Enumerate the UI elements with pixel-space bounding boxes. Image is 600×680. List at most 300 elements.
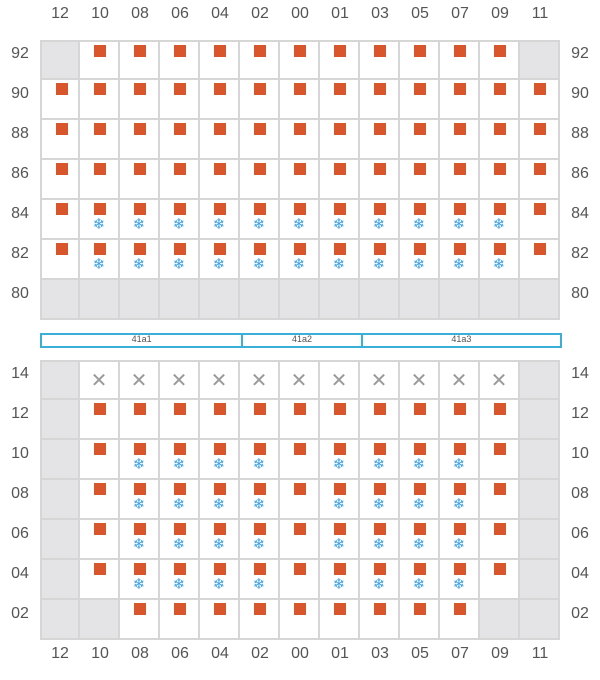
bay-slot[interactable]: [200, 520, 240, 560]
bay-slot[interactable]: [160, 120, 200, 160]
orange-square-icon: [174, 45, 186, 57]
snowflake-icon: ❄: [252, 495, 266, 513]
bay-slot[interactable]: [80, 80, 120, 120]
orange-square-icon: [214, 483, 226, 495]
row-label-right: 86: [571, 165, 589, 182]
bay-slot[interactable]: [360, 80, 400, 120]
orange-square-icon: [174, 483, 186, 495]
bottom-column-label: 08: [131, 645, 149, 662]
bay-slot[interactable]: [200, 560, 240, 600]
bay-slot[interactable]: [120, 80, 160, 120]
orange-square-icon: [454, 163, 466, 175]
unavailable-slot: [480, 600, 520, 640]
orange-square-icon: [494, 523, 506, 535]
bay-slot[interactable]: [40, 200, 80, 240]
snowflake-icon: ❄: [372, 575, 386, 593]
snowflake-icon: ❄: [252, 455, 266, 473]
bay-slot[interactable]: [320, 200, 360, 240]
orange-square-icon: [494, 483, 506, 495]
row-label-left: 86: [11, 165, 29, 182]
orange-square-icon: [334, 83, 346, 95]
unavailable-slot: [120, 280, 160, 320]
bay-slot[interactable]: [320, 120, 360, 160]
bay-slot[interactable]: [240, 560, 280, 600]
bay-slot[interactable]: [520, 80, 560, 120]
bay-slot[interactable]: [440, 160, 480, 200]
orange-square-icon: [454, 403, 466, 415]
orange-square-icon: [174, 123, 186, 135]
bay-slot[interactable]: [400, 480, 440, 520]
x-mark-icon: ✕: [450, 368, 468, 392]
bay-slot[interactable]: [80, 440, 120, 480]
unavailable-slot: [400, 280, 440, 320]
bay-slot[interactable]: [240, 360, 280, 400]
bay-slot[interactable]: [280, 40, 320, 80]
bay-slot[interactable]: [400, 40, 440, 80]
bay-slot[interactable]: [240, 600, 280, 640]
bay-slot[interactable]: [120, 40, 160, 80]
orange-square-icon: [214, 403, 226, 415]
bay-slot[interactable]: [240, 440, 280, 480]
bay-slot[interactable]: [400, 400, 440, 440]
bay-slot[interactable]: [80, 400, 120, 440]
x-mark-icon: ✕: [490, 368, 508, 392]
bay-slot[interactable]: [320, 240, 360, 280]
bay-slot[interactable]: [480, 200, 520, 240]
row-label-right: 04: [571, 565, 589, 582]
snowflake-icon: ❄: [452, 575, 466, 593]
orange-square-icon: [294, 603, 306, 615]
bottom-column-label: 00: [291, 645, 309, 662]
bay-slot[interactable]: [120, 480, 160, 520]
snowflake-icon: ❄: [452, 255, 466, 273]
bay-slot[interactable]: [360, 40, 400, 80]
bay-slot[interactable]: [280, 80, 320, 120]
orange-square-icon: [534, 83, 546, 95]
bay-slot[interactable]: [520, 120, 560, 160]
snowflake-icon: ❄: [452, 495, 466, 513]
bay-slot[interactable]: [120, 360, 160, 400]
bay-slot[interactable]: [200, 120, 240, 160]
bay-slot[interactable]: [440, 80, 480, 120]
snowflake-icon: ❄: [212, 575, 226, 593]
bay-slot[interactable]: [240, 480, 280, 520]
row-label-right: 12: [571, 405, 589, 422]
orange-square-icon: [214, 163, 226, 175]
orange-square-icon: [414, 563, 426, 575]
orange-square-icon: [174, 523, 186, 535]
bay-slot[interactable]: [280, 240, 320, 280]
bay-slot[interactable]: [80, 520, 120, 560]
orange-square-icon: [214, 563, 226, 575]
bay-slot[interactable]: [400, 240, 440, 280]
snowflake-icon: ❄: [332, 495, 346, 513]
bay-slot[interactable]: [280, 520, 320, 560]
bay-slot[interactable]: [360, 520, 400, 560]
bay-slot[interactable]: [440, 600, 480, 640]
unavailable-slot: [320, 280, 360, 320]
row-label-left: 80: [11, 285, 29, 302]
orange-square-icon: [374, 523, 386, 535]
bay-slot[interactable]: [440, 240, 480, 280]
x-mark-icon: ✕: [330, 368, 348, 392]
bay-slot[interactable]: [120, 520, 160, 560]
bay-slot[interactable]: [280, 440, 320, 480]
bay-slot[interactable]: [120, 200, 160, 240]
bay-slot[interactable]: [240, 520, 280, 560]
bottom-column-label: 09: [491, 645, 509, 662]
bay-slot[interactable]: [360, 560, 400, 600]
bay-slot[interactable]: [360, 160, 400, 200]
bay-slot[interactable]: [120, 160, 160, 200]
bay-slot[interactable]: [400, 160, 440, 200]
bay-slot[interactable]: [240, 400, 280, 440]
orange-square-icon: [214, 203, 226, 215]
bay-slot[interactable]: [200, 480, 240, 520]
bay-slot[interactable]: [200, 240, 240, 280]
orange-square-icon: [494, 45, 506, 57]
bay-slot[interactable]: [480, 560, 520, 600]
row-label-right: 08: [571, 485, 589, 502]
bay-slot[interactable]: [440, 120, 480, 160]
bay-slot[interactable]: [160, 40, 200, 80]
orange-square-icon: [134, 45, 146, 57]
bottom-column-label: 04: [211, 645, 229, 662]
bay-slot[interactable]: [280, 200, 320, 240]
bay-slot[interactable]: [280, 360, 320, 400]
zone-label[interactable]: 41a1: [131, 334, 152, 344]
top-column-label: 03: [371, 5, 389, 22]
orange-square-icon: [494, 123, 506, 135]
row-label-left: 90: [11, 85, 29, 102]
bay-slot[interactable]: [160, 600, 200, 640]
unavailable-slot: [520, 560, 560, 600]
bay-slot[interactable]: [120, 600, 160, 640]
orange-square-icon: [254, 603, 266, 615]
bay-slot[interactable]: [520, 160, 560, 200]
bay-slot[interactable]: [240, 120, 280, 160]
bay-slot[interactable]: [360, 360, 400, 400]
bay-slot[interactable]: [480, 240, 520, 280]
bay-slot[interactable]: [440, 440, 480, 480]
bottom-column-label: 12: [51, 645, 69, 662]
orange-square-icon: [174, 83, 186, 95]
bay-slot[interactable]: [480, 520, 520, 560]
orange-square-icon: [494, 563, 506, 575]
row-label-right: 92: [571, 45, 589, 62]
unavailable-slot: [40, 440, 80, 480]
bay-slot[interactable]: [480, 40, 520, 80]
unavailable-slot: [480, 280, 520, 320]
bay-slot[interactable]: [80, 240, 120, 280]
orange-square-icon: [414, 123, 426, 135]
snowflake-icon: ❄: [212, 495, 226, 513]
bay-slot[interactable]: [240, 80, 280, 120]
orange-square-icon: [374, 83, 386, 95]
top-column-label: 01: [331, 5, 349, 22]
bay-slot[interactable]: [520, 200, 560, 240]
orange-square-icon: [374, 243, 386, 255]
bay-slot[interactable]: [360, 200, 400, 240]
orange-square-icon: [294, 403, 306, 415]
orange-square-icon: [94, 443, 106, 455]
unavailable-slot: [40, 360, 80, 400]
bay-slot[interactable]: [120, 400, 160, 440]
snowflake-icon: ❄: [172, 495, 186, 513]
bay-slot[interactable]: [440, 200, 480, 240]
orange-square-icon: [134, 163, 146, 175]
orange-square-icon: [494, 203, 506, 215]
bay-slot[interactable]: [360, 400, 400, 440]
bay-slot[interactable]: [320, 600, 360, 640]
bay-slot[interactable]: [320, 40, 360, 80]
unavailable-slot: [280, 280, 320, 320]
bay-slot[interactable]: [280, 600, 320, 640]
bay-slot[interactable]: [400, 560, 440, 600]
row-label-left: 10: [11, 445, 29, 462]
bay-slot[interactable]: [360, 600, 400, 640]
unavailable-slot: [440, 280, 480, 320]
orange-square-icon: [374, 403, 386, 415]
unavailable-slot: [40, 520, 80, 560]
orange-square-icon: [374, 483, 386, 495]
bay-slot[interactable]: [200, 200, 240, 240]
row-label-right: 88: [571, 125, 589, 142]
bay-slot[interactable]: [160, 240, 200, 280]
bay-slot[interactable]: [360, 120, 400, 160]
orange-square-icon: [374, 163, 386, 175]
bay-slot[interactable]: [80, 560, 120, 600]
bay-slot[interactable]: [120, 440, 160, 480]
top-column-label: 04: [211, 5, 229, 22]
orange-square-icon: [134, 243, 146, 255]
orange-square-icon: [414, 603, 426, 615]
snowflake-icon: ❄: [452, 215, 466, 233]
bay-slot[interactable]: [160, 160, 200, 200]
bay-slot[interactable]: [280, 560, 320, 600]
unavailable-slot: [80, 280, 120, 320]
orange-square-icon: [254, 123, 266, 135]
row-label-right: 02: [571, 605, 589, 622]
orange-square-icon: [134, 83, 146, 95]
snowflake-icon: ❄: [252, 255, 266, 273]
bay-slot[interactable]: [200, 40, 240, 80]
orange-square-icon: [374, 603, 386, 615]
bay-slot[interactable]: [480, 480, 520, 520]
unavailable-slot: [40, 560, 80, 600]
bay-slot[interactable]: [200, 360, 240, 400]
bay-slot[interactable]: [160, 200, 200, 240]
orange-square-icon: [494, 163, 506, 175]
bay-slot[interactable]: [80, 160, 120, 200]
snowflake-icon: ❄: [412, 255, 426, 273]
bay-slot[interactable]: [480, 400, 520, 440]
orange-square-icon: [294, 443, 306, 455]
orange-square-icon: [334, 243, 346, 255]
bottom-column-label: 11: [531, 645, 549, 662]
row-label-left: 04: [11, 565, 29, 582]
snowflake-icon: ❄: [292, 215, 306, 233]
bay-slot[interactable]: [200, 400, 240, 440]
bay-slot[interactable]: [440, 560, 480, 600]
bay-slot[interactable]: [40, 120, 80, 160]
unavailable-slot: [520, 600, 560, 640]
bay-slot[interactable]: [40, 240, 80, 280]
bay-slot[interactable]: [240, 160, 280, 200]
orange-square-icon: [374, 443, 386, 455]
bay-slot[interactable]: [480, 360, 520, 400]
snowflake-icon: ❄: [132, 535, 146, 553]
bay-slot[interactable]: [320, 400, 360, 440]
bay-slot[interactable]: [480, 80, 520, 120]
snowflake-icon: ❄: [212, 535, 226, 553]
bay-slot[interactable]: [80, 40, 120, 80]
bay-slot[interactable]: [400, 120, 440, 160]
bay-slot[interactable]: [320, 560, 360, 600]
top-column-label: 06: [171, 5, 189, 22]
unavailable-slot: [520, 280, 560, 320]
bay-slot[interactable]: [280, 160, 320, 200]
snowflake-icon: ❄: [132, 255, 146, 273]
orange-square-icon: [94, 523, 106, 535]
top-column-label: 05: [411, 5, 429, 22]
bay-slot[interactable]: [280, 480, 320, 520]
bay-slot[interactable]: [440, 520, 480, 560]
orange-square-icon: [174, 203, 186, 215]
bay-slot[interactable]: [80, 200, 120, 240]
orange-square-icon: [414, 243, 426, 255]
bay-slot[interactable]: [320, 360, 360, 400]
bay-slot[interactable]: [80, 360, 120, 400]
orange-square-icon: [174, 563, 186, 575]
bay-slot[interactable]: [440, 360, 480, 400]
orange-square-icon: [174, 443, 186, 455]
bay-slot[interactable]: [80, 480, 120, 520]
x-mark-icon: ✕: [410, 368, 428, 392]
row-label-left: 08: [11, 485, 29, 502]
bay-slot[interactable]: [160, 400, 200, 440]
bay-slot[interactable]: [120, 120, 160, 160]
orange-square-icon: [454, 83, 466, 95]
orange-square-icon: [414, 483, 426, 495]
bay-slot[interactable]: [120, 240, 160, 280]
snowflake-icon: ❄: [212, 215, 226, 233]
orange-square-icon: [334, 563, 346, 575]
bay-slot[interactable]: [400, 360, 440, 400]
zone-label[interactable]: 41a2: [241, 335, 361, 346]
orange-square-icon: [56, 83, 68, 95]
bay-slot[interactable]: [440, 400, 480, 440]
bay-slot[interactable]: [360, 480, 400, 520]
unavailable-slot: [520, 40, 560, 80]
orange-square-icon: [254, 443, 266, 455]
bay-slot[interactable]: [480, 160, 520, 200]
row-label-left: 12: [11, 405, 29, 422]
bay-slot[interactable]: [400, 440, 440, 480]
bay-slot[interactable]: [160, 360, 200, 400]
row-label-left: 92: [11, 45, 29, 62]
bay-slot[interactable]: [160, 440, 200, 480]
bay-slot[interactable]: [280, 400, 320, 440]
bay-slot[interactable]: [400, 80, 440, 120]
bay-slot[interactable]: [120, 560, 160, 600]
bay-slot[interactable]: [360, 240, 400, 280]
orange-square-icon: [94, 563, 106, 575]
orange-square-icon: [494, 443, 506, 455]
bay-slot[interactable]: [80, 120, 120, 160]
bay-slot[interactable]: [360, 440, 400, 480]
bay-slot[interactable]: [160, 80, 200, 120]
bay-slot[interactable]: [160, 480, 200, 520]
orange-square-icon: [414, 443, 426, 455]
bay-slot[interactable]: [160, 520, 200, 560]
unavailable-slot: [520, 400, 560, 440]
unavailable-slot: [80, 600, 120, 640]
bay-slot[interactable]: [480, 440, 520, 480]
orange-square-icon: [454, 243, 466, 255]
bay-slot[interactable]: [320, 440, 360, 480]
orange-square-icon: [254, 83, 266, 95]
snowflake-icon: ❄: [452, 455, 466, 473]
orange-square-icon: [254, 203, 266, 215]
bay-slot[interactable]: [440, 40, 480, 80]
orange-square-icon: [214, 443, 226, 455]
unavailable-slot: [360, 280, 400, 320]
bay-slot[interactable]: [200, 440, 240, 480]
bottom-column-label: 01: [331, 645, 349, 662]
bay-slot[interactable]: [280, 120, 320, 160]
bay-slot[interactable]: [160, 560, 200, 600]
bay-slot[interactable]: [240, 200, 280, 240]
zone-label[interactable]: 41a3: [361, 335, 560, 346]
bay-slot[interactable]: [400, 520, 440, 560]
bay-slot[interactable]: [320, 80, 360, 120]
bottom-column-label: 07: [451, 645, 469, 662]
x-mark-icon: ✕: [90, 368, 108, 392]
upper-bay-grid: [40, 40, 560, 320]
orange-square-icon: [454, 443, 466, 455]
snowflake-icon: ❄: [252, 575, 266, 593]
bay-slot[interactable]: [320, 520, 360, 560]
unavailable-slot: [40, 600, 80, 640]
snowflake-icon: ❄: [412, 455, 426, 473]
orange-square-icon: [94, 163, 106, 175]
bay-slot[interactable]: [440, 480, 480, 520]
bay-slot[interactable]: [520, 240, 560, 280]
bay-slot[interactable]: [200, 80, 240, 120]
bay-slot[interactable]: [40, 80, 80, 120]
bay-slot[interactable]: [240, 40, 280, 80]
orange-square-icon: [374, 563, 386, 575]
row-label-right: 82: [571, 245, 589, 262]
orange-square-icon: [134, 523, 146, 535]
bay-slot[interactable]: [200, 600, 240, 640]
bay-slot[interactable]: [400, 600, 440, 640]
bay-slot[interactable]: [320, 480, 360, 520]
orange-square-icon: [334, 163, 346, 175]
orange-square-icon: [134, 403, 146, 415]
snowflake-icon: ❄: [172, 535, 186, 553]
bay-slot[interactable]: [480, 120, 520, 160]
top-column-label: 08: [131, 5, 149, 22]
bay-slot[interactable]: [320, 160, 360, 200]
bay-slot[interactable]: [200, 160, 240, 200]
bay-slot[interactable]: [240, 240, 280, 280]
bay-slot[interactable]: [40, 160, 80, 200]
orange-square-icon: [94, 83, 106, 95]
bay-slot[interactable]: [400, 200, 440, 240]
snowflake-icon: ❄: [372, 535, 386, 553]
